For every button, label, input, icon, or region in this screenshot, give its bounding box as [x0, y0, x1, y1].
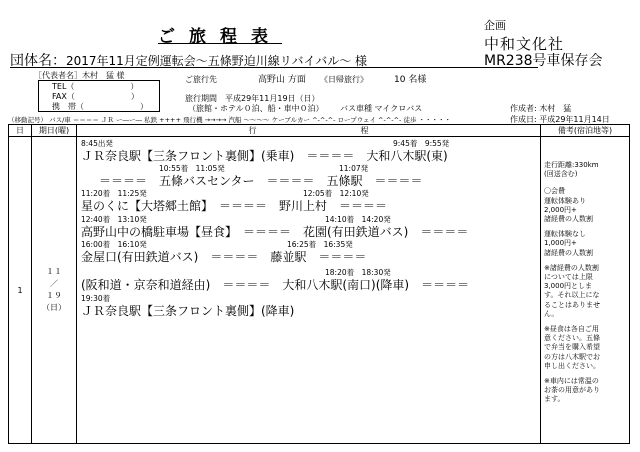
note-cap-4: す。それ以上にな	[544, 291, 600, 300]
note-lunch-4: の方は八木駅でお	[544, 352, 600, 361]
date-weekday: （日）	[42, 303, 66, 312]
note-tea-3: ます。	[544, 395, 565, 404]
col-date: 期日(曜)	[32, 125, 77, 137]
day-cell: 1	[9, 137, 32, 444]
route-line-3: 星のくに【大塔郷土館】 ＝＝＝＝ 野川上村 ＝＝＝＝	[81, 199, 388, 213]
note-distance-sub: (回送含む)	[544, 170, 578, 179]
time-11-07: 11:07発	[339, 164, 369, 173]
note-lunch-3: で弁当を購入希望	[544, 343, 600, 352]
pax-count: 10 名様	[394, 75, 427, 85]
note-lunch-2: 意ください。五條	[544, 334, 600, 343]
author: 作成者: 木村 猛	[510, 104, 572, 113]
time-14-10: 14:10着 14:20発	[325, 215, 391, 224]
note-cap-1: ※諸経費の人数割	[544, 263, 599, 272]
note-fee-without: 運転体験なし	[544, 230, 586, 239]
time-9-45: 9:45着 9:55発	[393, 139, 450, 148]
note-fee-without-amount: 1,000円+	[544, 239, 577, 248]
col-itinerary: 行 程	[77, 125, 541, 137]
note-fee-without-share: 諸経費の人数割	[544, 248, 593, 257]
time-8-45: 8:45出発	[81, 139, 113, 148]
route-line-6: (阪和道・京奈和道経由) ＝＝＝＝ 大和八木駅(南口)(降車) ＝＝＝＝	[81, 278, 470, 292]
page-title: ご旅程表	[158, 27, 282, 47]
time-18-20: 18:20着 18:30発	[325, 268, 391, 277]
legend-private: 私鉄 ++++	[144, 116, 181, 124]
note-cap-5: ることはありませ	[544, 300, 600, 309]
time-19-30: 19:30着	[81, 294, 111, 303]
note-fee-with-amount: 2,000円+	[544, 205, 577, 214]
route-line-4: 高野山中の橋駐車場【昼食】 ＝＝＝＝ 花園(有田鉄道バス) ＝＝＝＝	[81, 225, 469, 239]
time-16-00: 16:00着 16:10発	[81, 240, 147, 249]
stay-info: （旅館・ホテル０泊、船・車中０泊）	[188, 104, 324, 113]
legend-air: 飛行機 →→→→	[183, 116, 227, 124]
destination-label: ご旅行先	[185, 75, 217, 84]
legend-ship: 汽船 ～～～～	[228, 116, 270, 124]
note-fee-with: 運転体験あり	[544, 196, 586, 205]
route-line-7: ＪＲ奈良駅【三条フロント裏側】(降車)	[81, 304, 295, 318]
itinerary-table	[8, 124, 630, 444]
plan-label: 企画	[484, 19, 506, 32]
note-fee-with-share: 諸経費の人数割	[544, 215, 593, 224]
group-name: 2017年11月定例運転会〜五條野迫川線リバイバル〜 様	[66, 54, 368, 68]
note-distance: 走行距離:330km	[544, 161, 599, 169]
date-month: １１	[46, 267, 62, 276]
note-lunch-5: 申し出ください。	[544, 361, 600, 370]
date-separator: ／	[50, 279, 58, 288]
museum-name: MR238号車保存会	[484, 53, 603, 69]
col-day: 日	[9, 125, 32, 137]
note-cap-2: については上限	[544, 273, 593, 282]
notes-cell	[541, 137, 630, 444]
mobile-line: 携 帯（ ）	[52, 102, 148, 111]
legend-jr: ＪＲ ー―ー―	[100, 116, 142, 124]
table-header-row	[9, 125, 630, 137]
note-cap-3: 3,000円としま	[544, 282, 593, 291]
legend	[8, 115, 451, 124]
date-cell	[32, 137, 77, 444]
note-cap-6: ん。	[544, 309, 559, 318]
route-line-2: ＝＝＝＝ 五條バスセンター ＝＝＝＝ 五條駅 ＝＝＝＝	[99, 174, 423, 188]
destination: 高野山 方面	[258, 75, 306, 85]
note-fee-title: 〇会費	[544, 187, 565, 196]
time-10-55: 10:55着 11:05発	[159, 164, 225, 173]
time-11-20: 11:20着 11:25発	[81, 189, 147, 198]
note-tea-2: お茶の用意があり	[544, 386, 600, 395]
legend-move: （移動記号）	[8, 116, 47, 124]
organizer-logo: 中和文化社	[484, 35, 565, 53]
col-notes: 備考(宿泊地等)	[541, 125, 630, 137]
route-line-1: ＪＲ奈良駅【三条フロント裏側】(乗車) ＝＝＝＝ 大和八木駅(東)	[81, 149, 448, 163]
note-lunch-1: ※昼食は各自ご用	[544, 325, 599, 334]
date-day: １９	[46, 291, 62, 300]
travel-period: 旅行期間 平成29年11月19日（日）	[185, 94, 320, 103]
itinerary-cell	[77, 137, 541, 444]
legend-cable: ケーブルカー ^-^-^-	[271, 116, 336, 124]
legend-bus: バス/車 ＝＝＝＝	[49, 116, 99, 124]
time-16-25: 16:25着 16:35発	[287, 240, 353, 249]
group-label: 団体名：	[10, 53, 66, 69]
created-date: 作成日: 平成29年11月14日	[510, 115, 610, 124]
time-12-05: 12:05着 12:10発	[303, 189, 369, 198]
heading-underline	[10, 67, 538, 68]
route-line-5: 金屋口(有田鉄道バス) ＝＝＝＝ 藤並駅 ＝＝＝＝	[81, 250, 367, 264]
representative: ［代表者名］木村 猛 様	[34, 71, 125, 80]
legend-ropeway: ロープウェイ ^-^-^-	[337, 116, 402, 124]
note-tea-1: ※車内には常温の	[544, 377, 599, 386]
trip-type: 《日帰旅行》	[320, 75, 368, 84]
table-row	[9, 137, 630, 444]
vehicle-type: バス車種 マイクロバス	[340, 104, 423, 113]
legend-walk: 徒歩 ・・・・・	[403, 116, 452, 124]
fax-line: FAX（ ）	[52, 92, 139, 101]
tel-line: TEL（ ）	[52, 82, 139, 91]
time-12-40: 12:40着 13:10発	[81, 215, 147, 224]
